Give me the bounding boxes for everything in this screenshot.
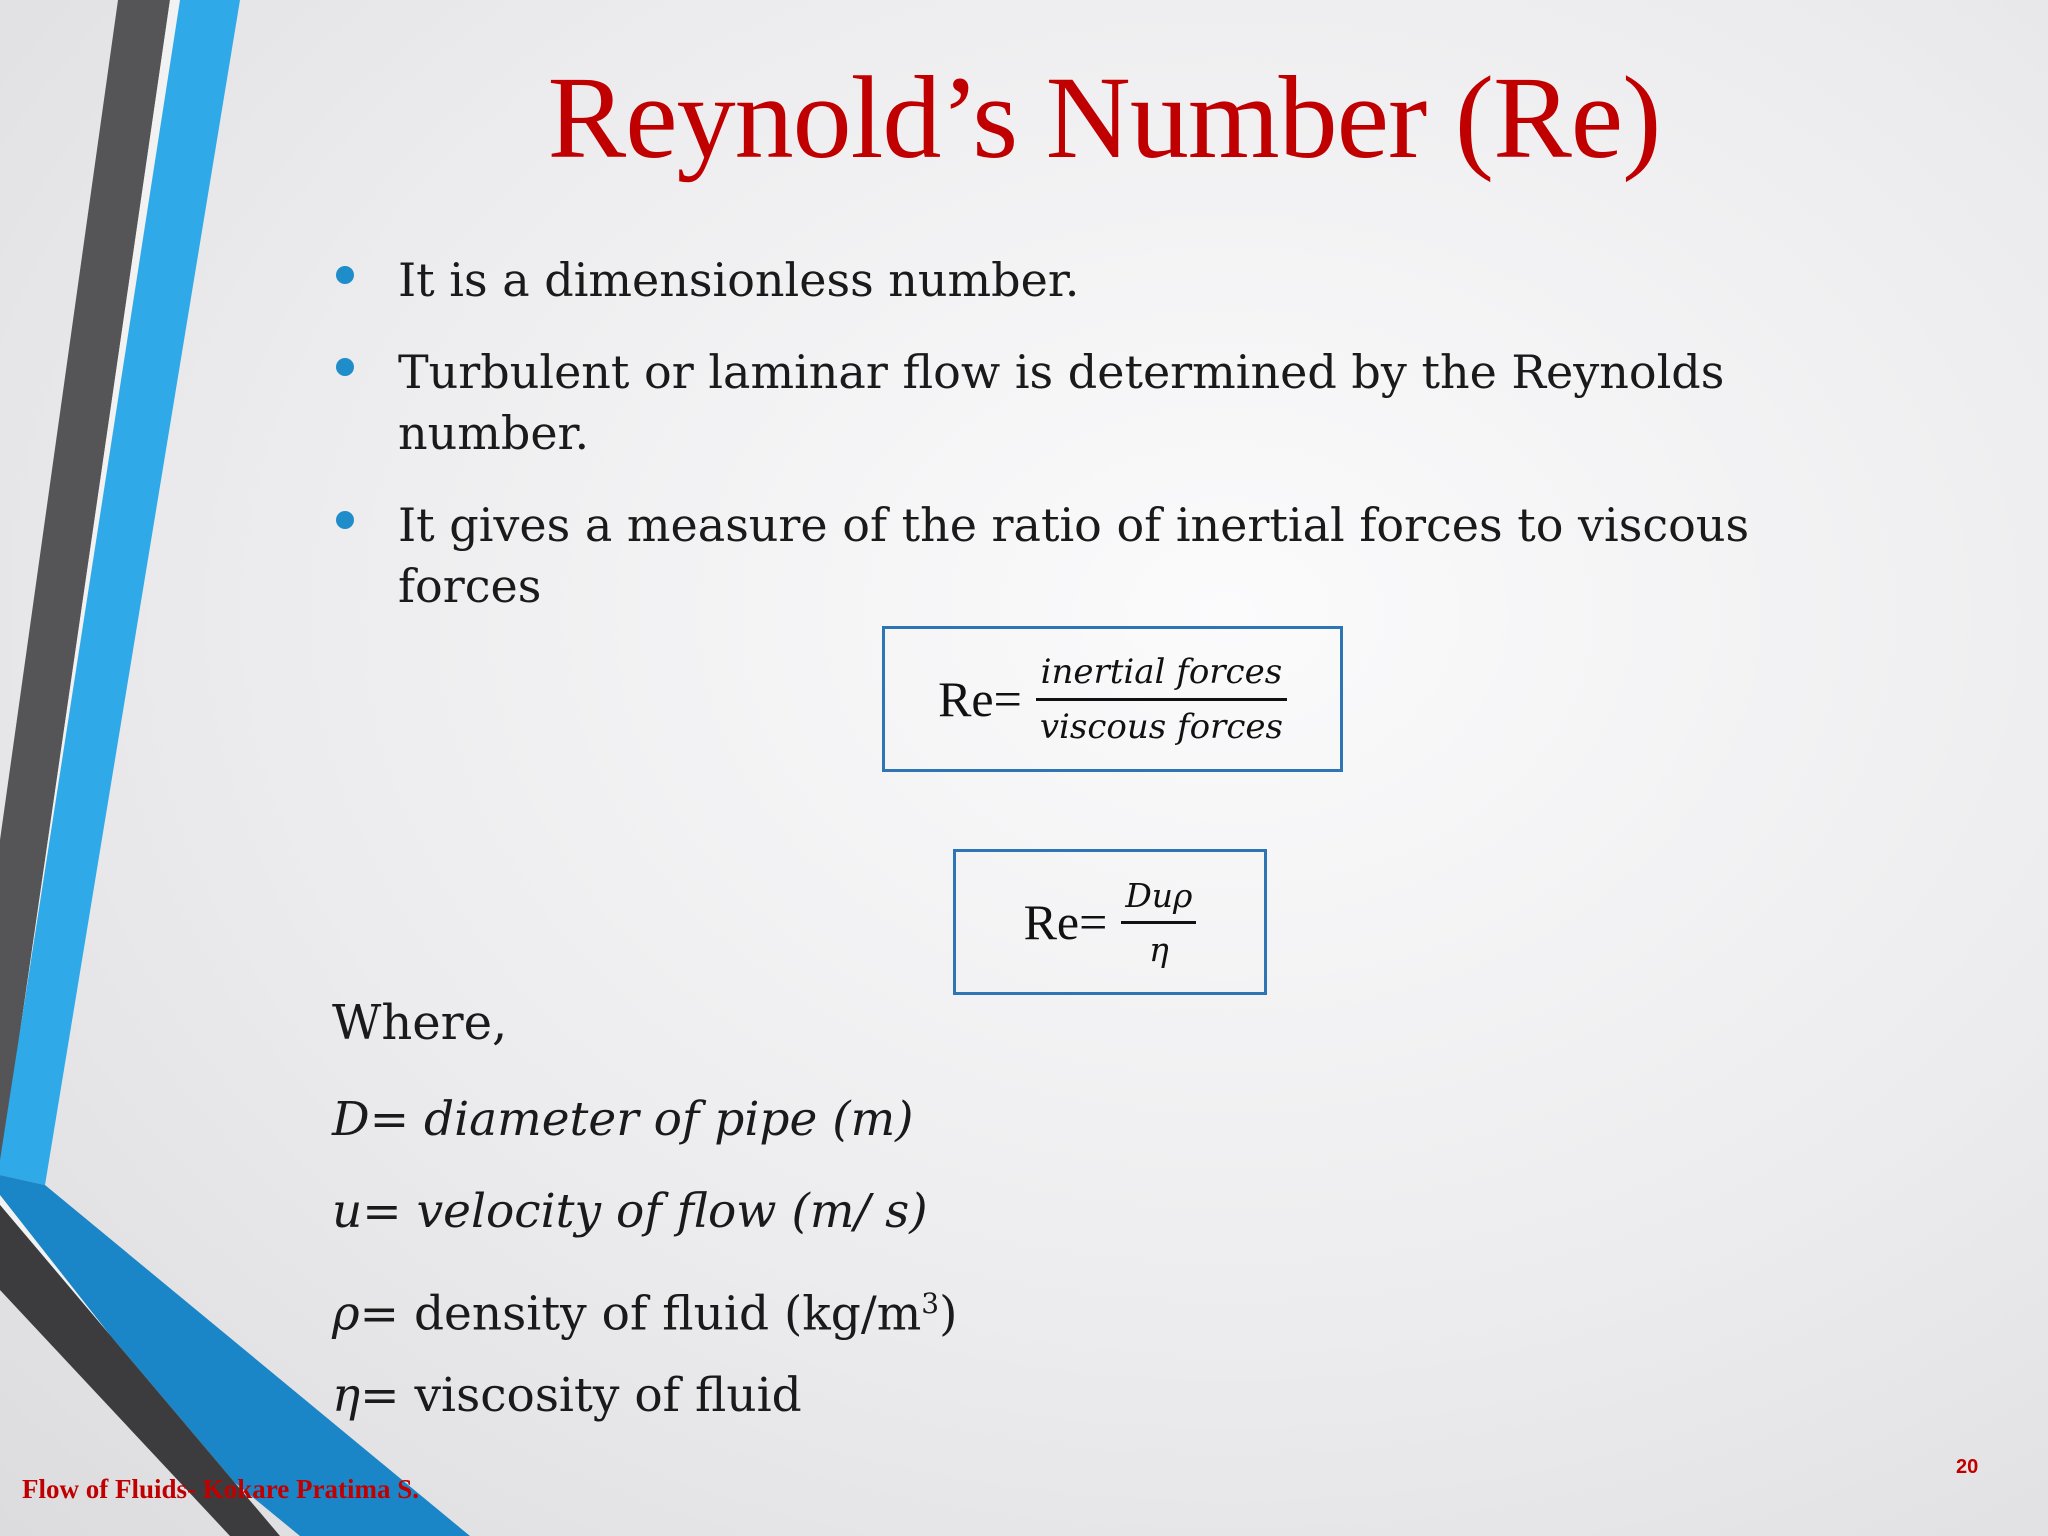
bullet-dot-icon [336, 266, 354, 284]
definition-symbol: D [332, 1092, 370, 1147]
fraction-bar [1036, 698, 1287, 701]
definition-symbol: η [332, 1368, 361, 1423]
bullet-item [330, 250, 1890, 311]
definition-item-diameter [332, 1090, 957, 1182]
bullet-text: It is a dimensionless number. [398, 253, 1080, 307]
definition-superscript: 3 [921, 1287, 940, 1320]
fraction-numerator: Duρ [1125, 875, 1193, 915]
slide-page-number: 20 [1956, 1456, 1979, 1478]
bullet-item [330, 495, 1890, 617]
definition-item-density [332, 1274, 957, 1366]
fraction-bar [1121, 921, 1196, 924]
fraction-numerator: inertial forces [1040, 651, 1283, 692]
equation-lhs: Re= [1023, 894, 1108, 950]
equation-lhs: Re= [938, 671, 1022, 727]
equation-box-formula [953, 849, 1267, 995]
definition-item-velocity [332, 1182, 957, 1274]
equation-fraction [1036, 652, 1287, 747]
definition-list [332, 1090, 957, 1458]
slide-title: Reynold’s Number (Re) [547, 52, 1661, 183]
slide-footer: Flow of Fluids- Kokare Pratima S. [22, 1474, 419, 1504]
equation-fraction [1121, 876, 1196, 969]
definition-item-viscosity [332, 1366, 957, 1458]
equation-box-forces-ratio [882, 626, 1343, 772]
fraction-denominator: viscous forces [1039, 706, 1283, 747]
definition-text: = density of fluid (kg/m [359, 1286, 922, 1342]
fraction-denominator: η [1148, 929, 1169, 969]
bullet-text: It gives a measure of the ratio of inertial forces to viscous forces [398, 498, 1750, 613]
definition-text: = velocity of flow (m/ s) [362, 1184, 928, 1239]
definition-symbol: ρ [332, 1286, 360, 1342]
definition-symbol: u [332, 1184, 363, 1239]
where-label: Where, [332, 995, 508, 1051]
bullet-item [330, 342, 1890, 464]
bullet-list [330, 250, 1890, 648]
bullet-dot-icon [336, 511, 354, 529]
definition-text-end: ) [939, 1286, 958, 1342]
definition-text: = viscosity of fluid [360, 1368, 802, 1423]
bullet-text: Turbulent or laminar flow is determined by the Reynolds number. [398, 345, 1725, 460]
bullet-dot-icon [336, 358, 354, 376]
definition-text: = diameter of pipe (m) [369, 1092, 914, 1147]
